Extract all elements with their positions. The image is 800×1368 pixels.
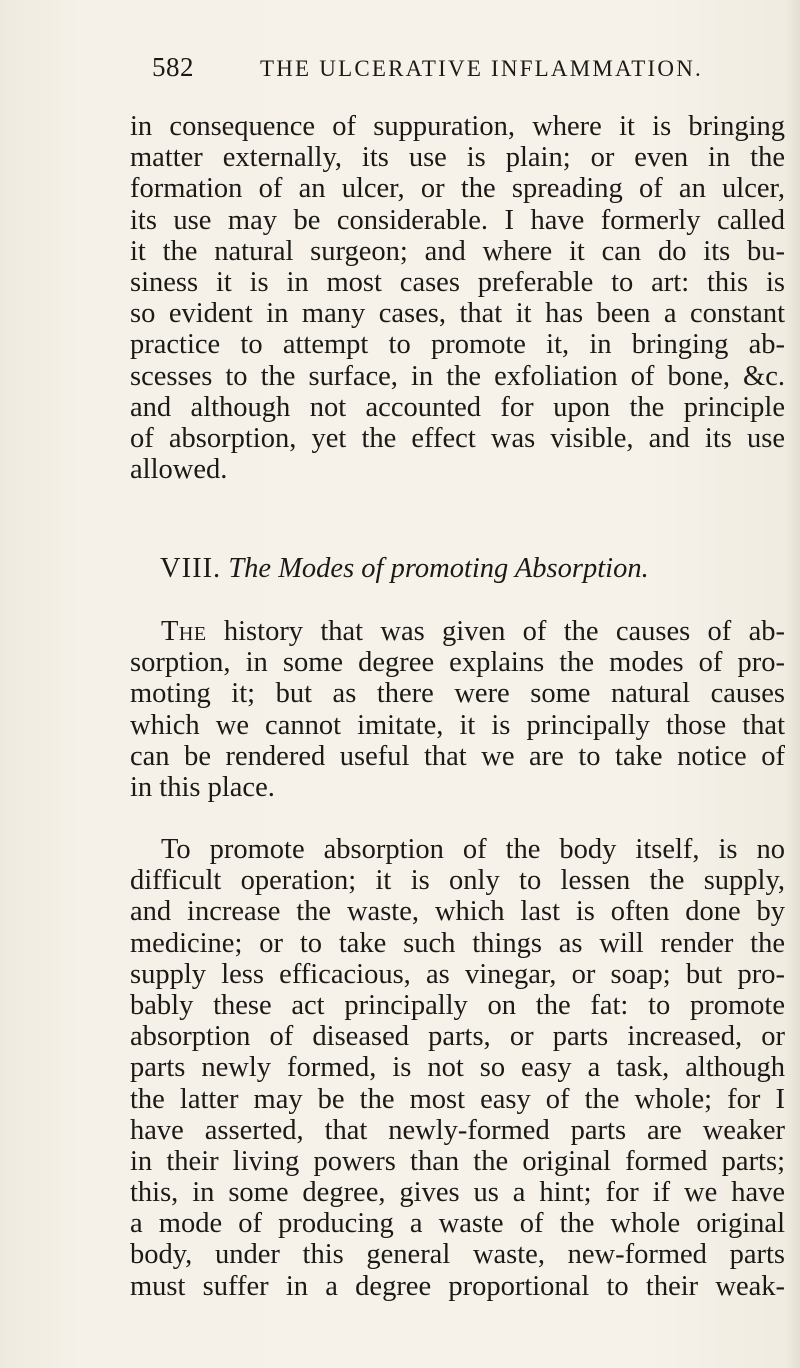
text-line: difficult operation; it is only to lessen the supply, xyxy=(130,865,785,897)
paragraph-3 xyxy=(130,834,785,1302)
page-header xyxy=(152,52,772,88)
running-title: THE ULCERATIVE INFLAMMATION. xyxy=(260,56,703,81)
paragraph-1 xyxy=(130,111,785,485)
text-fragment: history that was given of the causes of ab- xyxy=(223,616,785,647)
text-line xyxy=(130,616,785,647)
text-line: sorption, in some degree explains the modes of pro- xyxy=(130,647,785,679)
paragraph-2 xyxy=(130,616,785,803)
text-line: matter externally, its use is plain; or even in the xyxy=(130,142,785,174)
text-line: the latter may be the most easy of the whole; for I xyxy=(130,1083,785,1115)
drop-word: The xyxy=(161,616,207,647)
text-line: a mode of producing a waste of the whole original xyxy=(130,1208,785,1240)
section-title: The Modes of promoting Absorption. xyxy=(228,553,649,584)
text-line: and increase the waste, which last is often done by xyxy=(130,896,785,928)
text-line: which we cannot imitate, it is principally those that xyxy=(130,709,785,741)
text-line: in this place. xyxy=(130,771,275,803)
text-line: parts newly formed, is not so easy a task, although xyxy=(130,1052,785,1084)
text-line: To promote absorption of the body itself, is no xyxy=(161,834,785,865)
text-line: must suffer in a degree proportional to their weak- xyxy=(130,1270,785,1302)
text-line: this, in some degree, gives us a hint; for if we have xyxy=(130,1177,785,1209)
text-line: so evident in many cases, that it has been a constant xyxy=(130,298,785,330)
text-line: medicine; or to take such things as will render the xyxy=(130,927,785,959)
text-line: and although not accounted for upon the principle xyxy=(130,391,785,423)
text-line: allowed. xyxy=(130,454,228,486)
section-number: VIII. xyxy=(160,553,222,584)
text-line: supply less efficacious, as vinegar, or soap; but pro- xyxy=(130,958,785,990)
text-line: siness it is in most cases preferable to art: this is xyxy=(130,266,785,298)
text-line: body, under this general waste, new-formed parts xyxy=(130,1239,785,1271)
text-line: in consequence of suppuration, where it is bringing xyxy=(130,111,785,142)
text-line: of absorption, yet the effect was visible, and its use xyxy=(130,422,785,454)
text-line: moting it; but as there were some natural causes xyxy=(130,678,785,710)
text-line: scesses to the surface, in the exfoliation of bone, &c. xyxy=(130,360,785,392)
text-line: its use may be considerable. I have formerly called xyxy=(130,204,785,236)
text-line: have asserted, that newly-formed parts are weaker xyxy=(130,1114,785,1146)
section-heading xyxy=(160,553,760,584)
text-line: formation of an ulcer, or the spreading of an ulcer, xyxy=(130,173,785,205)
text-line: can be rendered useful that we are to take notice of xyxy=(130,740,785,772)
text-line: it the natural surgeon; and where it can do its bu- xyxy=(130,235,785,267)
text-line: bably these act principally on the fat: to promote xyxy=(130,989,785,1021)
page-number: 582 xyxy=(152,52,194,82)
text-line: absorption of diseased parts, or parts increased, or xyxy=(130,1021,785,1053)
text-line: practice to attempt to promote it, in bringing ab- xyxy=(130,329,785,361)
page-edge-shadow xyxy=(786,0,800,1368)
text-line: in their living powers than the original formed parts; xyxy=(130,1145,785,1177)
